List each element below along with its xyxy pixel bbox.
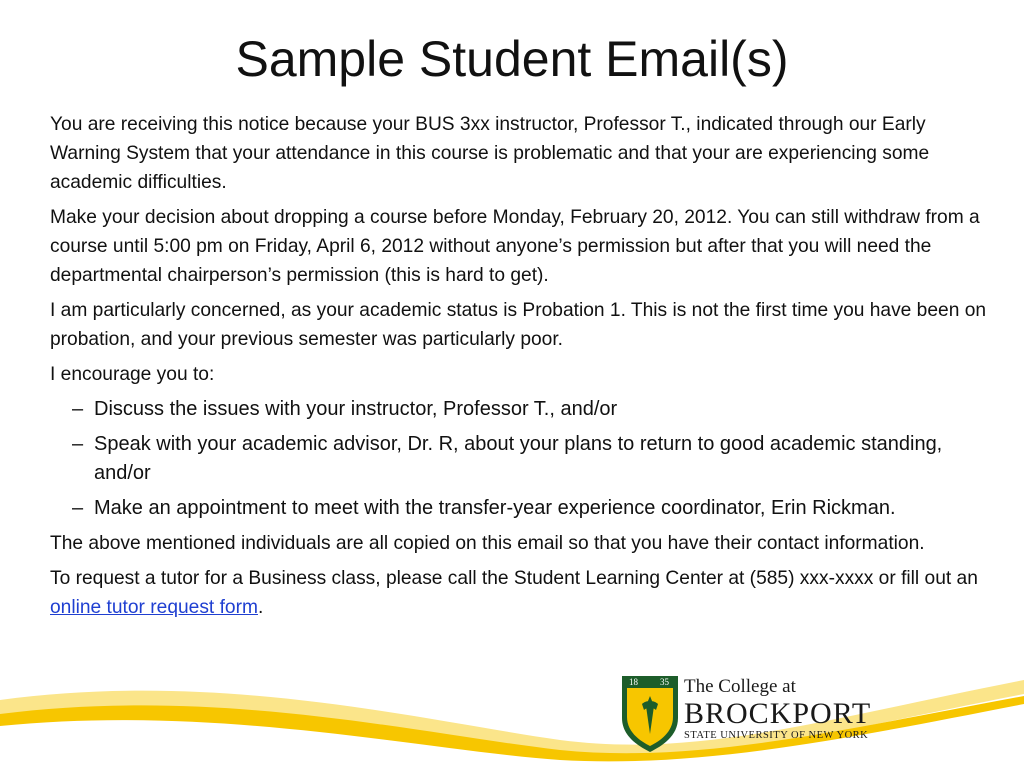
paragraph-encourage: I encourage you to: xyxy=(50,364,215,385)
dash-bullet: – xyxy=(72,398,84,420)
paragraph-notice: You are receiving this notice because your BUS 3xx instructor, Professor T., indicated through our Early Warning System that your attendance in this course is problematic and that your are experiencing some academic difficulties. xyxy=(50,114,930,193)
dash-bullet: – xyxy=(72,433,84,455)
paragraph-tutor-request xyxy=(50,564,990,622)
list-item-text: Discuss the issues with your instructor, Professor T., and/or xyxy=(94,398,618,420)
tutor-request-period: . xyxy=(257,597,264,618)
list-item-text: Make an appointment to meet with the transfer-year experience coordinator, Erin Rickman. xyxy=(94,497,896,519)
list-item-text: Speak with your academic advisor, Dr. R, about your plans to return to good academic standing, and/or xyxy=(94,433,943,484)
slide-title: Sample Student Email(s) xyxy=(235,31,789,87)
logo-line-brockport: BROCKPORT xyxy=(684,697,872,730)
tutor-request-link[interactable]: online tutor request form xyxy=(50,597,258,618)
logo-wordmark xyxy=(684,676,884,742)
dash-bullet: – xyxy=(72,497,84,519)
list-item xyxy=(50,395,990,424)
paragraph-probation: I am particularly concerned, as your academic status is Probation 1. This is not the first time you have been on probation, and your previous semester was particularly poor. xyxy=(50,300,987,350)
logo-line-suny: STATE UNIVERSITY OF NEW YORK xyxy=(684,730,869,741)
tutor-request-text: To request a tutor for a Business class, please call the Student Learning Center at (585) xxx-xxxx or fill out an xyxy=(50,568,978,589)
action-list xyxy=(50,395,990,523)
list-item xyxy=(50,430,990,488)
shield-year-right: 35 xyxy=(660,677,669,687)
email-body xyxy=(50,110,990,628)
paragraph-drop-deadline: Make your decision about dropping a course before Monday, February 20, 2012. You can still withdraw from a course until 5:00 pm on Friday, April 6, 2012 without anyone’s permission but after that you will need the departmental chairperson’s permission (this is hard to get). xyxy=(50,207,980,286)
paragraph-copied: The above mentioned individuals are all copied on this email so that you have their contact information. xyxy=(50,533,925,554)
shield-year-left: 18 xyxy=(629,677,638,687)
logo-line-college: The College at xyxy=(684,676,796,697)
list-item xyxy=(50,494,990,523)
